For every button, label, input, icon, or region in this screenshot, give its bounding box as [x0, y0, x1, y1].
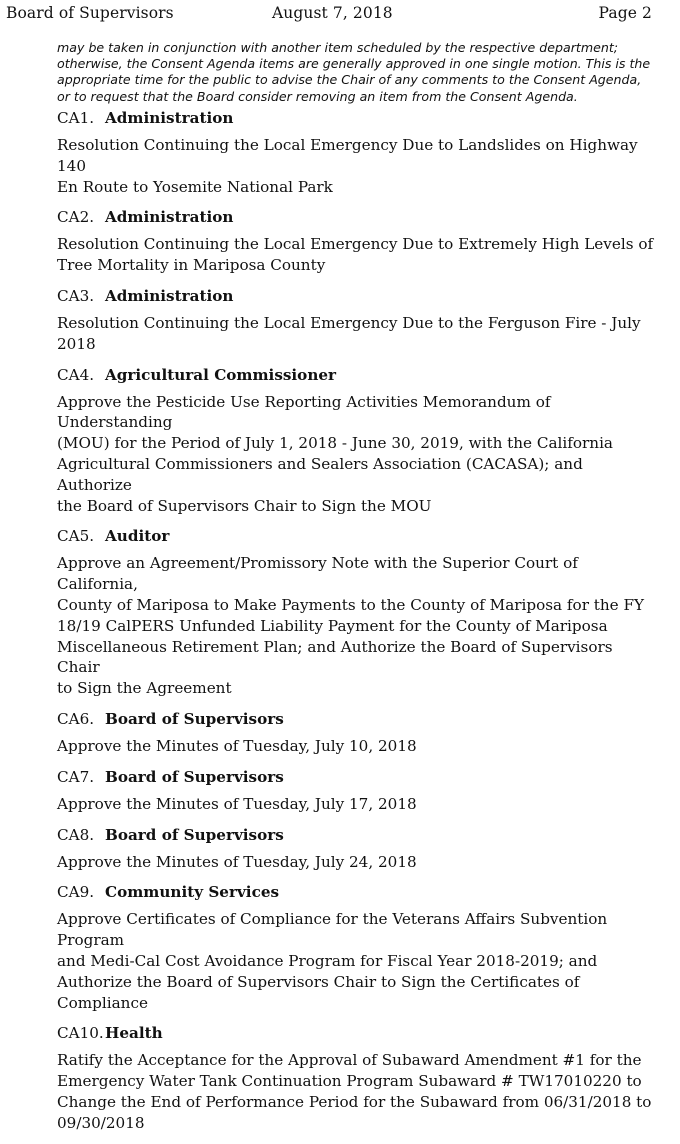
agenda-item-department: Board of Supervisors	[105, 767, 284, 786]
header-page-number: Page 2	[598, 4, 652, 22]
agenda-item-number: CA1.	[57, 109, 95, 127]
agenda-item-description	[57, 1050, 655, 1133]
agenda-item-heading	[57, 286, 655, 306]
agenda-item	[57, 108, 655, 197]
agenda-item-number: CA2.	[57, 208, 95, 227]
agenda-item-heading	[57, 365, 655, 385]
agenda-item-number: CA3.	[57, 286, 95, 305]
description-line: Approve the Minutes of Tuesday, July 17, 2018	[57, 794, 417, 813]
agenda-item-heading	[57, 825, 655, 845]
agenda-item-number: CA7.	[57, 767, 95, 786]
description-line: and Medi-Cal Cost Avoidance Program for Fiscal Year 2018-2019; and	[57, 951, 598, 970]
header-date: August 7, 2018	[272, 4, 393, 22]
agenda-item	[57, 207, 655, 276]
agenda-item	[57, 1023, 655, 1133]
consent-agenda-items	[57, 108, 655, 1144]
description-line: Change the End of Performance Period for the Subaward from 06/31/2018 to	[57, 1092, 652, 1111]
description-line: En Route to Yosemite National Park	[57, 177, 333, 196]
agenda-item-department: Community Services	[105, 883, 280, 902]
agenda-item-heading	[57, 767, 655, 787]
description-line: Approve the Pesticide Use Reporting Activities Memorandum of Understanding	[57, 392, 551, 432]
description-line: Miscellaneous Retirement Plan; and Authorize the Board of Supervisors Chair	[57, 637, 613, 677]
agenda-item	[57, 709, 655, 757]
agenda-item-number: CA9.	[57, 883, 95, 902]
agenda-item-heading	[57, 1023, 655, 1043]
agenda-item-description	[57, 392, 655, 517]
agenda-item-department: Administration	[105, 208, 234, 227]
agenda-item	[57, 825, 655, 873]
agenda-item-department: Administration	[105, 109, 234, 127]
agenda-item-department: Board of Supervisors	[105, 709, 284, 728]
description-line: to Sign the Agreement	[57, 679, 232, 698]
description-line: Resolution Continuing the Local Emergency Due to Extremely High Levels of	[57, 235, 654, 254]
description-line: Resolution Continuing the Local Emergency Due to Landslides on Highway 140	[57, 136, 638, 175]
agenda-item	[57, 286, 655, 355]
agenda-item	[57, 767, 655, 815]
description-line: Approve Certificates of Compliance for the Veterans Affairs Subvention Program	[57, 910, 608, 950]
agenda-item-description	[57, 852, 655, 873]
description-line: Resolution Continuing the Local Emergency Due to the Ferguson Fire - July	[57, 313, 641, 332]
agenda-item-heading	[57, 207, 655, 227]
agenda-item-number: CA10.	[57, 1024, 104, 1043]
agenda-item-heading	[57, 882, 655, 902]
description-line: Ratify the Acceptance for the Approval of Subaward Amendment #1 for the	[57, 1051, 642, 1070]
description-line: 18/19 CalPERS Unfunded Liability Payment for the County of Mariposa	[57, 616, 608, 635]
agenda-item-description	[57, 234, 655, 276]
description-line: Approve the Minutes of Tuesday, July 10, 2018	[57, 736, 417, 755]
agenda-item-description	[57, 135, 655, 197]
agenda-item-number: CA4.	[57, 365, 95, 384]
agenda-item-description	[57, 794, 655, 815]
agenda-item-heading	[57, 526, 655, 546]
description-line: 2018	[57, 334, 96, 353]
description-line: (MOU) for the Period of July 1, 2018 - June 30, 2019, with the California	[57, 434, 613, 453]
agenda-item-number: CA5.	[57, 527, 95, 546]
description-line: Authorize the Board of Supervisors Chair to Sign the Certificates of Compliance	[57, 972, 580, 1012]
agenda-item	[57, 882, 655, 1013]
description-line: Emergency Water Tank Continuation Program Subaward # TW17010220 to	[57, 1072, 642, 1091]
description-line: Tree Mortality in Mariposa County	[57, 256, 326, 275]
agenda-item	[57, 365, 655, 517]
agenda-item-heading	[57, 108, 655, 128]
agenda-item-description	[57, 909, 655, 1013]
description-line: County of Mariposa to Make Payments to the County of Mariposa for the FY	[57, 595, 645, 614]
agenda-item-department: Board of Supervisors	[105, 825, 284, 844]
agenda-item-heading	[57, 709, 655, 729]
consent-agenda-intro: may be taken in conjunction with another item scheduled by the respective department; otherwise, the Consent Agenda items are generally approved in one single motion. This is the appropriate time for the public to advise the Chair of any comments to the Consent Agenda, or to request that the Board consider removing an item from the Consent Agenda.	[57, 40, 651, 104]
agenda-item-department: Auditor	[105, 527, 170, 546]
agenda-item-department: Health	[105, 1024, 163, 1043]
agenda-item-department: Administration	[105, 286, 234, 305]
page-header	[6, 4, 652, 24]
description-line: Approve an Agreement/Promissory Note with the Superior Court of California,	[57, 554, 578, 594]
agenda-item-description	[57, 736, 655, 757]
agenda-item-description	[57, 313, 655, 355]
agenda-item-department: Agricultural Commissioner	[105, 365, 337, 384]
description-line: the Board of Supervisors Chair to Sign the MOU	[57, 496, 432, 515]
agenda-item-description	[57, 553, 655, 699]
agenda-item-number: CA6.	[57, 709, 95, 728]
agenda-item-number: CA8.	[57, 825, 95, 844]
header-board-name: Board of Supervisors	[6, 4, 174, 22]
description-line: Agricultural Commissioners and Sealers Association (CACASA); and Authorize	[57, 454, 583, 494]
description-line: 09/30/2018	[57, 1113, 145, 1132]
description-line: Approve the Minutes of Tuesday, July 24, 2018	[57, 852, 417, 871]
agenda-item	[57, 526, 655, 699]
